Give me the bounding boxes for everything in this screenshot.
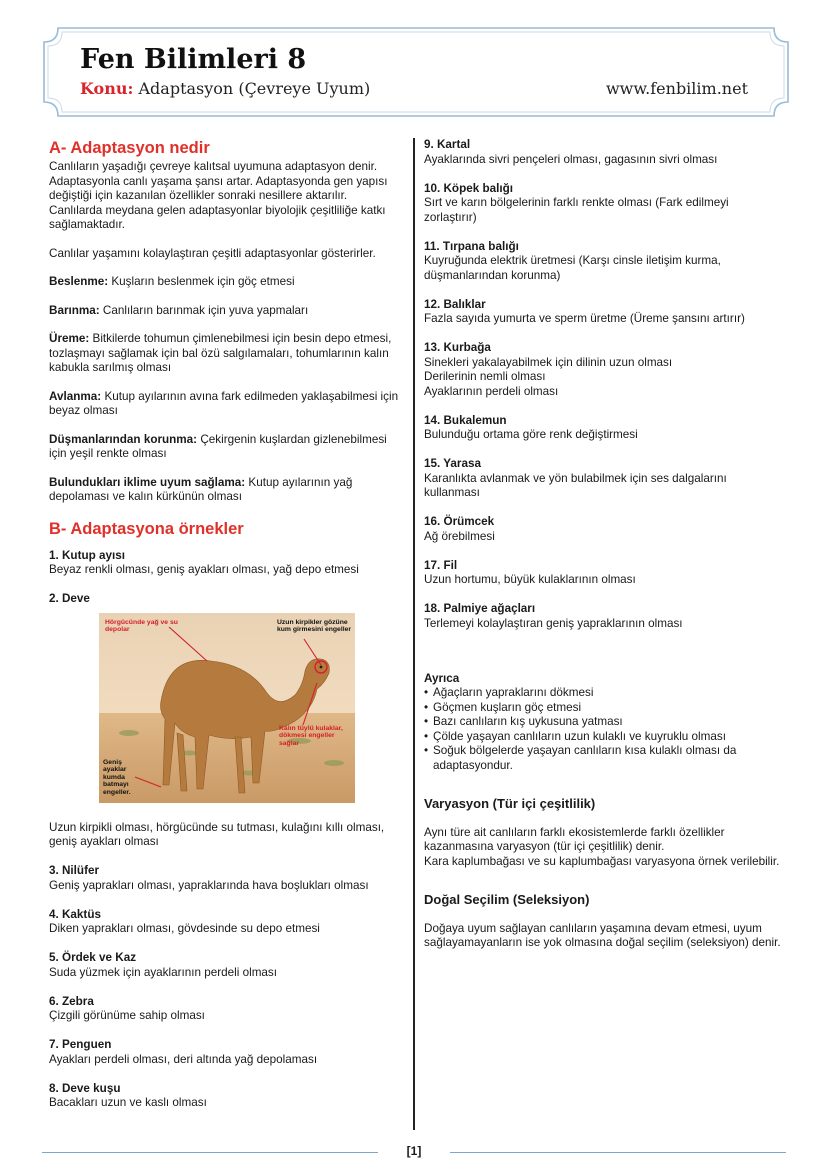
- example-title: 5. Ördek ve Kaz: [49, 951, 137, 964]
- example-item: [49, 549, 401, 578]
- example-item: [49, 995, 401, 1024]
- camel-label-feet: Geniş ayaklar kumda batmayı engeller.: [103, 758, 131, 796]
- camel-label-ears: Kalın tüylü kulaklar, dökmesi engeller sağlar: [279, 724, 343, 747]
- also-list: [424, 686, 784, 773]
- example-title: 13. Kurbağa: [424, 341, 491, 354]
- list-item: • Çölde yaşayan canlıların uzun kulaklı ve kuyruklu olması: [424, 730, 784, 745]
- list-item: • Bazı canlıların kış uykusuna yatması: [424, 715, 784, 730]
- example-text: Beyaz renkli olması, geniş ayakları olması, yağ depo etmesi: [49, 563, 359, 576]
- example-title: 6. Zebra: [49, 994, 94, 1008]
- also-title: Ayrıca: [424, 671, 460, 685]
- example-item: [49, 908, 401, 937]
- example-item: [424, 559, 784, 588]
- type-text: Kutup ayılarının yağ depolaması ve kalın kürkünün olması: [49, 475, 353, 503]
- type-label: Düşmanlarından korunma:: [49, 432, 198, 446]
- example-item: [424, 341, 784, 399]
- example-title: 2. Deve: [49, 592, 90, 605]
- example-title: 15. Yarasa: [424, 457, 481, 470]
- adaptation-definition: Canlıların yaşadığı çevreye kalıtsal uyumuna adaptasyon denir. Adaptasyonla canlı yaşama şansı artar. Adaptasyonda gen yapısı değiştiği için kazanılan özellikler sonraki nesillere aktarılır. Canlılarda meydana gelen adaptasyonlar biyolojik çeşitliliğe katkı sağlamaktadır.: [49, 160, 388, 231]
- example-text: Suda yüzmek için ayaklarının perdeli olması: [49, 965, 278, 979]
- adaptation-type: [49, 275, 401, 290]
- camel-image: [99, 613, 355, 803]
- example-title: 4. Kaktüs: [49, 907, 101, 921]
- left-column: [49, 138, 401, 1125]
- example-item: [49, 864, 401, 893]
- topic-line: [80, 79, 370, 98]
- variation-text: Aynı türe ait canlıların farklı ekosistemlerde farklı özellikler kazanmasına varyasyon (tür içi çeşitlilik) denir.: [424, 825, 725, 853]
- camel-label-hump: Hörgücünde yağ ve su depolar: [105, 618, 178, 634]
- type-label: Üreme:: [49, 332, 90, 345]
- example-item: [424, 414, 784, 443]
- adaptation-type: [49, 304, 401, 319]
- list-item: • Ağaçların yapraklarını dökmesi: [424, 686, 784, 701]
- type-text: Çekirgenin kuşlardan gizlenebilmesi için yeşil renkte olması: [49, 432, 387, 460]
- example-title: 1. Kutup ayısı: [49, 548, 125, 562]
- example-title: 8. Deve kuşu: [49, 1081, 121, 1095]
- type-label: Avlanma:: [49, 389, 102, 403]
- topic-text: Adaptasyon (Çevreye Uyum): [138, 79, 371, 98]
- example-text: Fazla sayıda yumurta ve sperm üretme (Üreme şansını artırır): [424, 312, 745, 325]
- adaptation-type: [49, 332, 401, 376]
- type-text: Canlıların barınmak için yuva yapmaları: [102, 303, 309, 317]
- example-text: Kuyruğunda elektrik üretmesi (Karşı cinsle iletişim kurma, düşmanlarından korunma): [424, 254, 721, 282]
- example-item: [424, 138, 784, 167]
- example-text: Ağ örebilmesi: [424, 529, 495, 543]
- adaptation-type: [49, 390, 401, 419]
- spacer: [424, 869, 784, 893]
- selection-heading: Doğal Seçilim (Seleksiyon): [424, 892, 590, 907]
- example-title: 9. Kartal: [424, 138, 471, 151]
- example-text: Sırt ve karın bölgelerinin farklı renkte olması (Fark edilmeyi zorlaştırır): [424, 196, 729, 224]
- adaptation-type: [49, 433, 401, 462]
- adaptation-intro: Canlılar yaşamını kolaylaştıran çeşitli adaptasyonlar gösterirler.: [49, 246, 376, 260]
- example-item: [49, 592, 401, 850]
- example-text-line: Ayaklarının perdeli olması: [424, 384, 559, 398]
- type-label: Bulundukları iklime uyum sağlama:: [49, 475, 246, 489]
- example-item: [49, 951, 401, 980]
- example-text: Ayaklarında sivri pençeleri olması, gagasının sivri olması: [424, 152, 718, 166]
- example-text: Uzun hortumu, büyük kulaklarının olması: [424, 573, 636, 586]
- example-title: 16. Örümcek: [424, 515, 495, 528]
- example-text: Geniş yaprakları olması, yapraklarında hava boşlukları olması: [49, 878, 369, 892]
- website-link[interactable]: www.fenbilim.net: [605, 79, 748, 98]
- example-item: [424, 182, 784, 226]
- example-title: 14. Bukalemun: [424, 413, 507, 427]
- example-title: 10. Köpek balığı: [424, 181, 513, 195]
- type-text: Kutup ayılarının avına fark edilmeden yaklaşabilmesi için beyaz olması: [49, 389, 399, 417]
- type-text: Kuşların beslenmek için göç etmesi: [111, 275, 295, 288]
- example-text-line: Sinekleri yakalayabilmek için dilinin uzun olması: [424, 355, 673, 369]
- example-text: Çizgili görünüme sahip olması: [49, 1009, 205, 1022]
- adaptation-type: [49, 476, 401, 505]
- page-title: Fen Bilimleri 8: [80, 44, 307, 75]
- example-text: Terlemeyi kolaylaştıran geniş yapraklarının olması: [424, 616, 683, 630]
- example-title: 3. Nilüfer: [49, 864, 100, 877]
- spacer: [424, 773, 784, 797]
- example-text: Diken yaprakları olması, gövdesinde su depo etmesi: [49, 922, 320, 935]
- example-item: [49, 1038, 401, 1067]
- example-item: [424, 602, 784, 631]
- example-title: 11. Tırpana balığı: [424, 239, 519, 253]
- section-b-heading: B- Adaptasyona örnekler: [49, 519, 244, 538]
- right-column: [424, 138, 784, 951]
- example-title: 7. Penguen: [49, 1038, 112, 1051]
- camel-label-lashes: Uzun kirpikler gözüne kum girmesini engeller: [277, 618, 352, 634]
- example-item: [424, 457, 784, 501]
- example-item: [424, 240, 784, 284]
- topic-label: Konu:: [80, 79, 134, 98]
- example-item: [424, 515, 784, 544]
- example-item: [424, 298, 784, 327]
- selection-text: Doğaya uyum sağlayan canlıların yaşamına devam etmesi, uyum sağlayamayanların ise yok olmasına doğal seçilim (seleksiyon) denir.: [424, 921, 781, 949]
- example-item: [49, 1082, 401, 1111]
- column-divider: [413, 138, 415, 1130]
- example-text: Ayakları perdeli olması, deri altında yağ depolaması: [49, 1052, 318, 1066]
- example-title: 17. Fil: [424, 558, 458, 572]
- example-title: 18. Palmiye ağaçları: [424, 602, 536, 615]
- list-item: • Soğuk bölgelerde yaşayan canlıların kısa kulaklı olması da adaptasyondur.: [424, 744, 784, 773]
- example-text: Uzun kirpikli olması, hörgücünde su tutması, kulağını kıllı olması, geniş ayakları olması: [49, 820, 385, 848]
- section-a-heading: A- Adaptasyon nedir: [49, 139, 210, 157]
- example-title: 12. Balıklar: [424, 297, 486, 311]
- page-number: [1]: [406, 1144, 422, 1158]
- example-text-line: Derilerinin nemli olması: [424, 370, 546, 383]
- example-text: Bulunduğu ortama göre renk değiştirmesi: [424, 428, 638, 441]
- variation-heading: Varyasyon (Tür içi çeşitlilik): [424, 796, 596, 811]
- example-text: Bacakları uzun ve kaslı olması: [49, 1096, 207, 1109]
- variation-example: Kara kaplumbağası ve su kaplumbağası varyasyona örnek verilebilir.: [424, 854, 780, 868]
- list-item: • Göçmen kuşların göç etmesi: [424, 701, 784, 716]
- type-label: Barınma:: [49, 303, 100, 317]
- type-text: Bitkilerde tohumun çimlenebilmesi için besin depo etmesi, tozlaşmayı sağlamak için bal özü salgılamaları, tohumlarının kalın kabukla sarılmış olması: [49, 332, 392, 374]
- example-text: Karanlıkta avlanmak ve yön bulabilmek için ses dalgalarını kullanması: [424, 471, 727, 499]
- type-label: Beslenme:: [49, 275, 109, 288]
- spacer: [424, 646, 784, 672]
